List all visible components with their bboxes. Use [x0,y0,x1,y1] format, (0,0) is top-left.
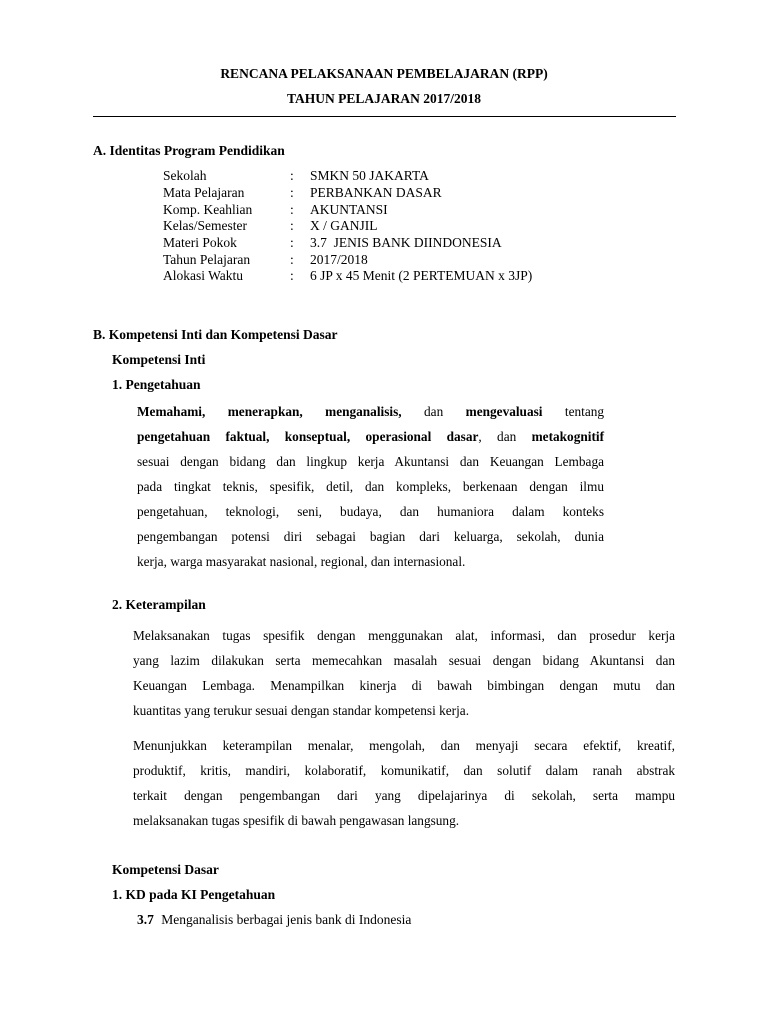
ki2-line: Menunjukkan keterampilan menalar, mengolah, dan menyaji secara efektif, kreatif, [133,738,675,753]
kd-heading: Kompetensi Dasar [112,862,219,877]
document-title: RENCANA PELAKSANAAN PEMBELAJARAN (RPP) [220,66,548,81]
kd-item-number: 3.7 [137,912,154,927]
section-a-heading: A. Identitas Program Pendidikan [93,143,285,158]
ki2-paragraph-2 [133,733,675,833]
identity-label: Kelas/Semester [163,218,247,233]
identity-label: Mata Pelajaran [163,185,245,200]
identity-colon: : [290,185,294,200]
identity-label: Sekolah [163,168,207,183]
identity-label: Alokasi Waktu [163,268,244,283]
identity-colon: : [290,168,294,183]
ki1-heading: 1. Pengetahuan [112,377,201,392]
ki2-line: Keuangan Lembaga. Menampilkan kinerja di bawah bimbingan dengan mutu dan [133,678,675,693]
identity-value: PERBANKAN DASAR [310,185,442,200]
identity-value: AKUNTANSI [310,202,388,217]
ki2-heading: 2. Keterampilan [112,597,206,612]
ki1-line: kerja, warga masyarakat nasional, regional, dan internasional. [137,554,466,569]
identity-value: 2017/2018 [310,252,368,267]
identity-label: Materi Pokok [163,235,237,250]
ki2-line: melaksanakan tugas spesifik di bawah pengawasan langsung. [133,813,460,828]
kd1-heading: 1. KD pada KI Pengetahuan [112,887,276,902]
ki2-line: kuantitas yang terukur sesuai dengan standar kompetensi kerja. [133,703,470,718]
ki1-line: pengetahuan, teknologi, seni, budaya, dan humaniora dalam konteks [137,504,604,519]
identity-label: Komp. Keahlian [163,202,253,217]
ki2-paragraph-1 [133,623,675,723]
section-b-heading: B. Kompetensi Inti dan Kompetensi Dasar [93,327,338,342]
kd-item [137,912,411,928]
ki2-line: produktif, kritis, mandiri, kolaboratif, komunikatif, dan solutif dalam ranah abstrak [133,763,675,778]
ki1-line: sesuai dengan bidang dan lingkup kerja Akuntansi dan Keuangan Lembaga [137,454,604,469]
identity-colon: : [290,202,294,217]
identity-value: 6 JP x 45 Menit (2 PERTEMUAN x 3JP) [310,268,533,283]
ki1-conjunction: , dan [478,429,517,444]
ki1-bold-metacognitive: metakognitif [531,429,604,444]
ki1-line: pada tingkat teknis, spesifik, detil, dan kompleks, berkenaan dengan ilmu [137,479,604,494]
ki1-conjunction: dan [424,404,444,419]
ki1-bold-evaluate: mengevaluasi [465,404,543,419]
ki1-line: pengembangan potensi diri sebagai bagian dari keluarga, sekolah, dunia [137,529,604,544]
ki1-bold-knowledge: pengetahuan faktual, konseptual, operasional dasar [137,429,479,444]
identity-colon: : [290,218,294,233]
ki2-line: terkait dengan pengembangan dari yang dipelajarinya di sekolah, serta mampu [133,788,675,803]
identity-label: Tahun Pelajaran [163,252,251,267]
ki2-line: yang lazim dilakukan serta memecahkan masalah sesuai dengan bidang Akuntansi dan [133,653,675,668]
identity-colon: : [290,252,294,267]
ki1-about: tentang [564,404,605,419]
ki1-bold-verbs: Memahami, menerapkan, menganalisis, [137,404,402,419]
kd-item-text: Menganalisis berbagai jenis bank di Indonesia [161,912,412,927]
document-subtitle: TAHUN PELAJARAN 2017/2018 [286,91,481,106]
identity-value: 3.7 JENIS BANK DIINDONESIA [310,235,502,250]
identity-colon: : [290,235,294,250]
identity-value: SMKN 50 JAKARTA [310,168,429,183]
ki1-line [137,399,604,424]
identity-value: X / GANJIL [310,218,378,233]
identity-colon: : [290,268,294,283]
ki1-line [137,424,604,449]
ki1-paragraph [137,399,604,574]
header-divider [93,116,676,117]
ki-heading: Kompetensi Inti [112,352,206,367]
ki2-line: Melaksanakan tugas spesifik dengan menggunakan alat, informasi, dan prosedur kerja [133,628,675,643]
